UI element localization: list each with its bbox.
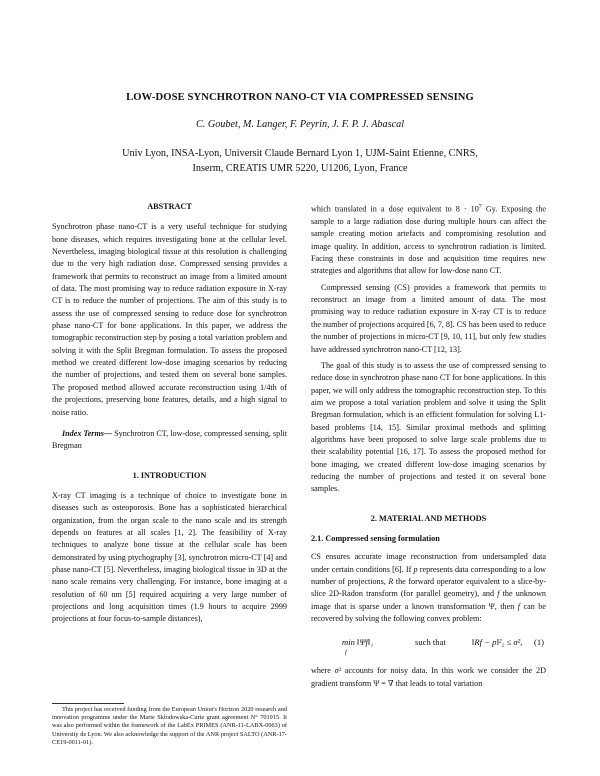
symbol-f: f — [497, 589, 500, 599]
methods-text-a: CS ensures accurate image reconstruction from undersampled data under certain conditions [6]. If — [311, 552, 546, 574]
dose-text-a: which translated in a dose equivalent to 8 · 10 — [311, 204, 479, 214]
footnote-text: This project has received funding from the European Union's Horizon 2020 research and innovation programme under the Marie Skłodowska-Curie grant agreement N° 701915. It was also performed within the framework of the LabEx PRIMES (ANR-11-LABX-0063) of University de Lyon. We also acknowledge the support of the ANR project SALTO (ANR-17-CE19-0011-01). — [52, 706, 287, 746]
dose-exponent: 7 — [478, 204, 482, 210]
left-column — [52, 201, 287, 626]
affiliation-line-2: Inserm, CREATIS UMR 5220, U1206, Lyon, France — [192, 163, 408, 174]
dose-text-b: Gy. Exposing the sample to a large radiation dose during multiple hours can affect the sample creating motion artefacts and compromising resolution and image quality. In addition, access to synchrotron radiation is limited. Facing these constraints in dose and acquisition time requires new strategies and algorithms that allow for low-dose nano CT. — [311, 204, 546, 276]
right-column — [311, 201, 546, 690]
paper-title: LOW-DOSE SYNCHROTRON NANO-CT VIA COMPRESSED SENSING — [126, 92, 474, 103]
paper-authors: C. Goubet, M. Langer, F. Peyrin, J. F. P. J. Abascal — [195, 119, 405, 130]
methods-paragraph-2 — [311, 665, 546, 690]
abstract-heading: ABSTRACT — [147, 202, 192, 211]
index-terms-label: Index Terms— — [62, 428, 113, 438]
abstract-text: Synchrotron phase nano-CT is a very useful technique for studying bone diseases, which requires investigating bone at the cellular level. Nevertheless, imaging biological tissue at this resolution is challenging due to the very high radiation dose. Compressed sensing provides a framework that permits to reconstruct an image from a limited amount of data. The most promising way to reduce radiation exposure in X-ray CT is to reduce the number of projections. The aim of this study is to assess the use of compressed sensing to reduce dose for synchrotron phase nano-CT for bone applications. In this paper, we address the tomographic reconstruction step by posing a total variation problem and solving it with the Split Bregman formulation. To assess the proposed method we created different low-dose imaging scenarios by reducing the number of projections, and tested them on several bone samples. The proposed method allowed accurate reconstruction using 1/4th of the projections, preserving bone features, details, and a high signal to noise ratio. — [52, 222, 287, 417]
symbol-p: p — [413, 564, 418, 574]
methods-text-c: the forward operator equivalent to a slice-by-slice 2D-Radon transform (for parallel geometry), and — [311, 577, 546, 599]
introduction-heading: 1. INTRODUCTION — [132, 470, 207, 480]
equation-subscript: f — [345, 650, 347, 657]
symbol-R: R — [388, 577, 394, 586]
equation-number: (1) — [533, 637, 544, 648]
introduction-paragraph-2: Compressed sensing (CS) provides a framework that permits to reconstruct an image from a limited amount of data. The most promising way to reduce radiation exposure in X-ray CT is to reduce the number of projections acquired [6, 7, 8]. CS has been used to reduce the number of projections in micro-CT [9, 10, 11], but only few studies have addressed synchrotron nano-CT [12, 13]. — [311, 282, 546, 354]
symbol-f-2: f — [517, 601, 521, 611]
equation-such-that: such that — [415, 637, 446, 648]
index-terms-text: Synchrotron CT, low-dose, compressed sensing, split Bregman — [52, 428, 287, 451]
methods-p2-text-b: accounts for noisy data. In this work we consider the 2D gradient transform Ψ = ∇ that leads to total variation — [311, 666, 546, 688]
methods-text-e: can be recovered by solving the following convex problem: — [311, 601, 546, 624]
footnote-rule — [52, 703, 124, 704]
index-terms — [52, 428, 287, 453]
introduction-paragraph-1-continued — [311, 201, 546, 278]
introduction-paragraph-1: X-ray CT imaging is a technique of choice to investigate bone in diseases such as osteoporosis. Bone has a sophisticated hierarchical organization, from the organ scale to the nano scale and its strength depends on features at all scales [1, 2]. The feasibility of X-ray techniques to analyze bone tissue at the cellular scale has been demonstrated by using ptychography [3], synchrotron micro-CT [4] and phase nano-CT [5]. Nevertheless, imaging biological tissue in 3D at the nano scale remains very challenging. For instance, bone imaging at a resolution of 60 nm [5] required acquiring a very large number of projections and long acquisition times (1.9 hours to acquire 2999 projections at four focus-to-sample distances), — [52, 490, 287, 624]
methods-subheading: 2.1. Compressed sensing formulation — [311, 533, 440, 543]
equation-lhs — [342, 636, 374, 657]
symbol-sigma: σ² — [334, 666, 342, 676]
methods-text-b: represents data corresponding to a low number of projections, — [311, 564, 546, 586]
methods-text-d: the unknown image that is sparse under a known transformation Ψ, then — [311, 589, 546, 611]
equation-1 — [311, 633, 546, 659]
introduction-paragraph-3: The goal of this study is to assess the use of compressed sensing to reduce dose in synchrotron phase nano CT for bone applications. In this paper, we will only address the tomographic reconstruction step. To this aim we propose a total variation problem and solve it using the Split Bregman formulation, which is an efficient formulation for solving L1-based problems [14, 15]. Similar proximal methods and splitting algorithms have been proposed to solve large scale problems due to their scalability potential [16, 17]. To assess the proposed method for bone imaging, we created different low-dose imaging scenarios by reducing the number of projections and tested it on several bone samples. — [311, 360, 546, 494]
footnote — [52, 706, 287, 747]
paper-affiliation — [0, 146, 600, 176]
methods-heading: 2. MATERIAL AND METHODS — [370, 513, 487, 523]
methods-paragraph-1 — [311, 551, 546, 625]
equation-objective: min ‖Ψf‖₁ — [342, 637, 374, 648]
affiliation-line-1: Univ Lyon, INSA-Lyon, Universit Claude Bernard Lyon 1, UJM-Saint Etienne, CNRS, — [122, 148, 478, 159]
methods-p2-text-a: where — [311, 666, 335, 676]
equation-constraint: ‖Rf − p‖²₂ ≤ σ², — [472, 637, 523, 648]
